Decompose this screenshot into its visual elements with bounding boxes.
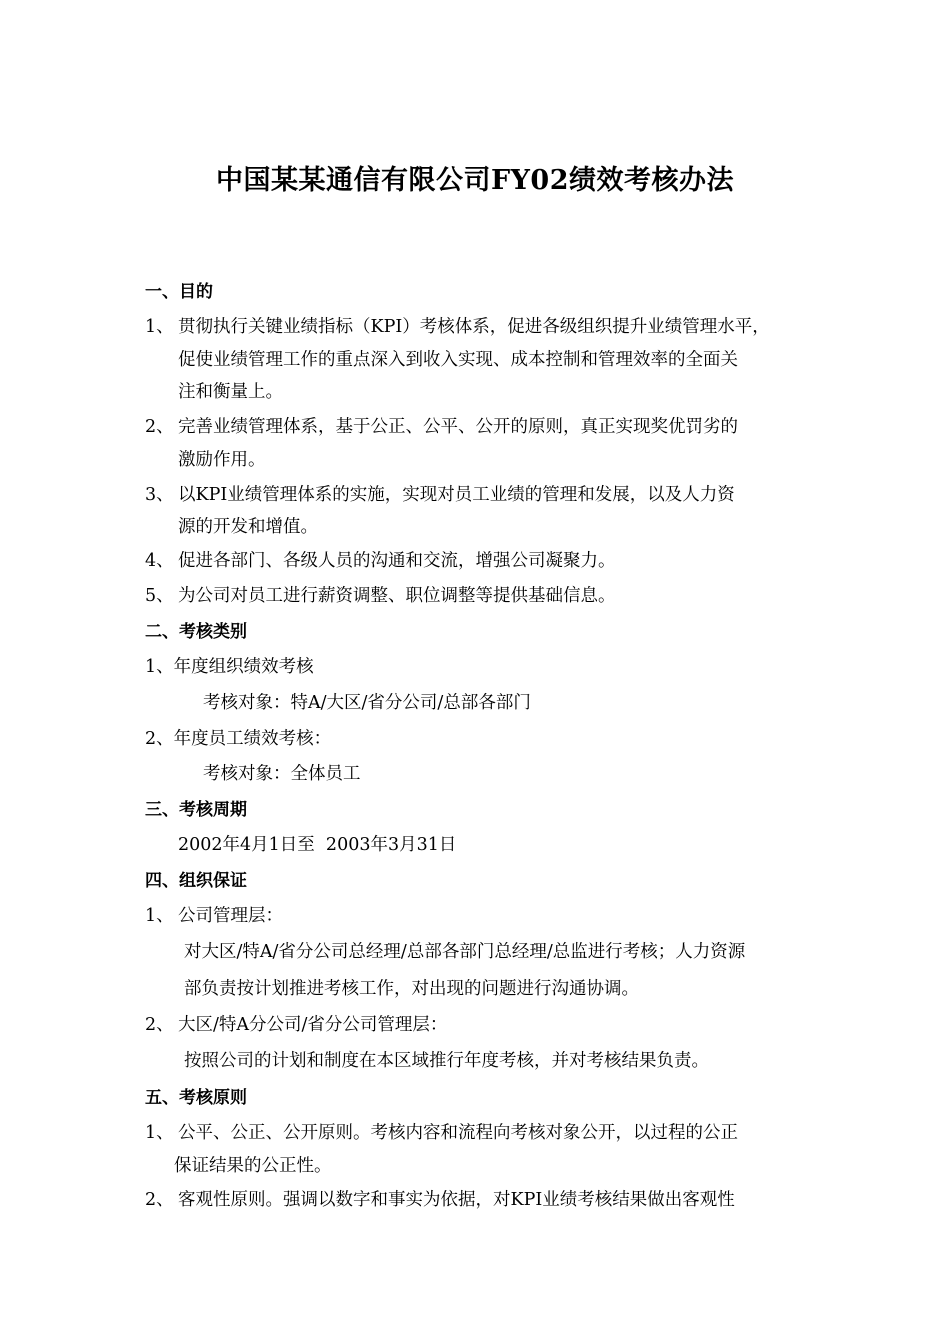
section-heading-purpose: 一、目的 bbox=[145, 282, 213, 302]
list-item-text: 为公司对员工进行薪资调整、职位调整等提供基础信息。 bbox=[178, 586, 616, 606]
list-item-text: 贯彻执行关键业绩指标（KPI）考核体系，促进各级组织提升业绩管理水平， bbox=[178, 317, 770, 337]
list-item-text: 大区/特A分公司/省分公司管理层： bbox=[178, 1015, 448, 1035]
list-item-text: 激励作用。 bbox=[178, 450, 266, 470]
list-item-text: 公司管理层： bbox=[178, 906, 283, 926]
list-item-text: 2、年度员工绩效考核： bbox=[145, 729, 332, 749]
list-number: 5、 bbox=[145, 586, 174, 606]
list-number: 4、 bbox=[145, 551, 174, 571]
list-item-detail: 考核对象：全体员工 bbox=[203, 764, 361, 784]
section-heading-period: 三、考核周期 bbox=[145, 800, 247, 820]
section-heading-organization: 四、组织保证 bbox=[145, 871, 247, 891]
list-item-text: 保证结果的公正性。 bbox=[174, 1156, 332, 1176]
list-item-text: 公平、公正、公开原则。考核内容和流程向考核对象公开，以过程的公正 bbox=[178, 1123, 738, 1143]
list-number: 2、 bbox=[145, 1190, 174, 1210]
list-number: 2、 bbox=[145, 417, 174, 437]
list-item-detail: 部负责按计划推进考核工作，对出现的问题进行沟通协调。 bbox=[184, 979, 639, 999]
list-number: 2、 bbox=[145, 1015, 174, 1035]
list-number: 1、 bbox=[145, 1123, 174, 1143]
list-item-text: 1、年度组织绩效考核 bbox=[145, 657, 314, 677]
period-text: 2002年4月1日至 2003年3月31日 bbox=[178, 835, 457, 855]
list-number: 1、 bbox=[145, 317, 174, 337]
list-item-detail: 按照公司的计划和制度在本区域推行年度考核，并对考核结果负责。 bbox=[184, 1051, 709, 1071]
list-item-text: 促使业绩管理工作的重点深入到收入实现、成本控制和管理效率的全面关 bbox=[178, 350, 738, 370]
list-number: 3、 bbox=[145, 485, 174, 505]
list-item-text: 源的开发和增值。 bbox=[178, 517, 318, 537]
list-item-text: 促进各部门、各级人员的沟通和交流，增强公司凝聚力。 bbox=[178, 551, 616, 571]
list-item-detail: 考核对象：特A/大区/省分公司/总部各部门 bbox=[203, 693, 531, 713]
document-title: 中国某某通信有限公司FY02绩效考核办法 bbox=[215, 165, 735, 196]
list-item-text: 注和衡量上。 bbox=[178, 382, 283, 402]
list-number: 1、 bbox=[145, 906, 174, 926]
section-heading-categories: 二、考核类别 bbox=[145, 622, 247, 642]
list-item-detail: 对大区/特A/省分公司总经理/总部各部门总经理/总监进行考核；人力资源 bbox=[184, 942, 746, 962]
section-heading-principles: 五、考核原则 bbox=[145, 1088, 247, 1108]
list-item-text: 客观性原则。强调以数字和事实为依据，对KPI业绩考核结果做出客观性 bbox=[178, 1190, 735, 1210]
list-item-text: 完善业绩管理体系，基于公正、公平、公开的原则，真正实现奖优罚劣的 bbox=[178, 417, 738, 437]
list-item-text: 以KPI业绩管理体系的实施，实现对员工业绩的管理和发展，以及人力资 bbox=[178, 485, 735, 505]
